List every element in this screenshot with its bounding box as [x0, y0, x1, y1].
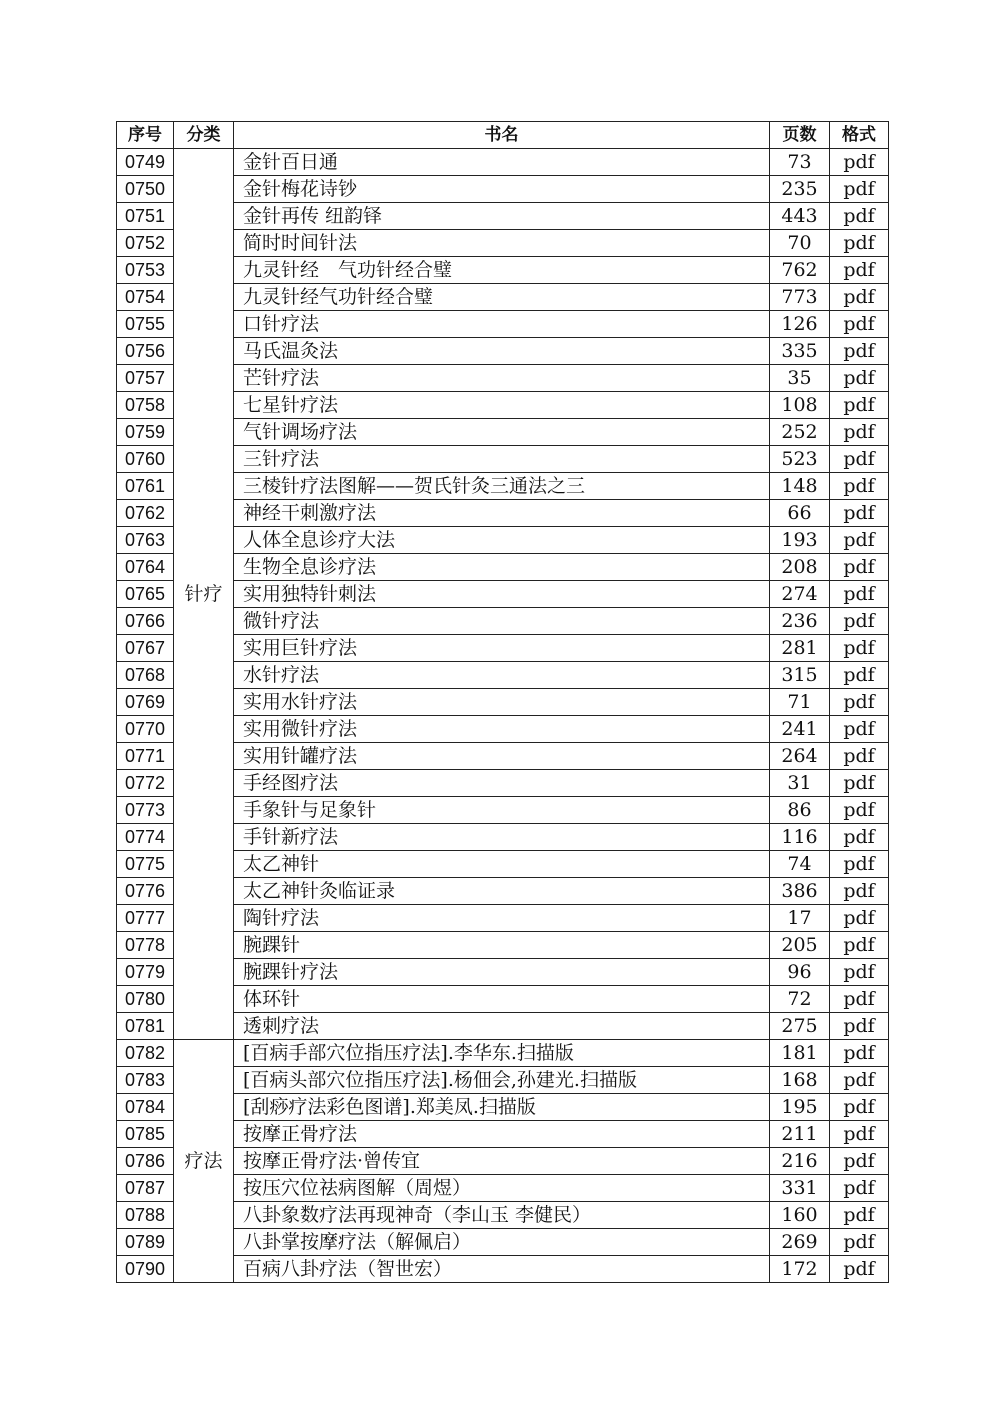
file-format: pdf — [830, 581, 889, 608]
page-count: 335 — [770, 338, 830, 365]
book-title: 三棱针疗法图解——贺氏针灸三通法之三 — [234, 473, 770, 500]
header-pages: 页数 — [770, 122, 830, 149]
book-title: 实用针罐疗法 — [234, 743, 770, 770]
file-format: pdf — [830, 500, 889, 527]
row-id: 0755 — [117, 311, 174, 338]
row-id: 0751 — [117, 203, 174, 230]
book-title: 生物全息诊疗法 — [234, 554, 770, 581]
page-count: 275 — [770, 1013, 830, 1040]
page-count: 35 — [770, 365, 830, 392]
row-id: 0777 — [117, 905, 174, 932]
page-count: 773 — [770, 284, 830, 311]
book-title: 七星针疗法 — [234, 392, 770, 419]
file-format: pdf — [830, 1229, 889, 1256]
row-id: 0764 — [117, 554, 174, 581]
table-row — [117, 149, 889, 176]
page-count: 71 — [770, 689, 830, 716]
row-id: 0789 — [117, 1229, 174, 1256]
file-format: pdf — [830, 797, 889, 824]
row-id: 0783 — [117, 1067, 174, 1094]
page-count: 108 — [770, 392, 830, 419]
page-count: 236 — [770, 608, 830, 635]
file-format: pdf — [830, 311, 889, 338]
page-count: 216 — [770, 1148, 830, 1175]
header-id: 序号 — [117, 122, 174, 149]
file-format: pdf — [830, 608, 889, 635]
page-count: 205 — [770, 932, 830, 959]
row-id: 0760 — [117, 446, 174, 473]
page-count: 17 — [770, 905, 830, 932]
row-id: 0785 — [117, 1121, 174, 1148]
file-format: pdf — [830, 230, 889, 257]
row-id: 0749 — [117, 149, 174, 176]
row-id: 0774 — [117, 824, 174, 851]
page-count: 160 — [770, 1202, 830, 1229]
file-format: pdf — [830, 878, 889, 905]
page-count: 86 — [770, 797, 830, 824]
page-count: 762 — [770, 257, 830, 284]
page-count: 168 — [770, 1067, 830, 1094]
page-count: 269 — [770, 1229, 830, 1256]
file-format: pdf — [830, 986, 889, 1013]
page-count: 443 — [770, 203, 830, 230]
page-count: 148 — [770, 473, 830, 500]
book-title: 芒针疗法 — [234, 365, 770, 392]
book-title: 手针新疗法 — [234, 824, 770, 851]
page-count: 274 — [770, 581, 830, 608]
book-title: 按摩正骨疗法·曾传宜 — [234, 1148, 770, 1175]
file-format: pdf — [830, 770, 889, 797]
row-id: 0769 — [117, 689, 174, 716]
page-count: 281 — [770, 635, 830, 662]
table-row — [117, 1040, 889, 1067]
book-catalog-table — [116, 121, 889, 1283]
file-format: pdf — [830, 1148, 889, 1175]
file-format: pdf — [830, 554, 889, 581]
page-count: 252 — [770, 419, 830, 446]
book-title: 口针疗法 — [234, 311, 770, 338]
row-id: 0758 — [117, 392, 174, 419]
page-count: 73 — [770, 149, 830, 176]
book-title: [百病头部穴位指压疗法].杨佃会,孙建光.扫描版 — [234, 1067, 770, 1094]
row-id: 0752 — [117, 230, 174, 257]
row-id: 0750 — [117, 176, 174, 203]
row-id: 0753 — [117, 257, 174, 284]
file-format: pdf — [830, 284, 889, 311]
file-format: pdf — [830, 1202, 889, 1229]
row-id: 0756 — [117, 338, 174, 365]
book-title: 简时时间针法 — [234, 230, 770, 257]
page-count: 70 — [770, 230, 830, 257]
row-id: 0776 — [117, 878, 174, 905]
file-format: pdf — [830, 203, 889, 230]
file-format: pdf — [830, 716, 889, 743]
file-format: pdf — [830, 176, 889, 203]
page-count: 116 — [770, 824, 830, 851]
table-header-row — [117, 122, 889, 149]
row-id: 0763 — [117, 527, 174, 554]
book-title: 体环针 — [234, 986, 770, 1013]
file-format: pdf — [830, 635, 889, 662]
file-format: pdf — [830, 392, 889, 419]
file-format: pdf — [830, 851, 889, 878]
row-id: 0766 — [117, 608, 174, 635]
row-id: 0772 — [117, 770, 174, 797]
header-category: 分类 — [174, 122, 234, 149]
row-id: 0754 — [117, 284, 174, 311]
page-count: 241 — [770, 716, 830, 743]
row-id: 0762 — [117, 500, 174, 527]
book-title: 实用独特针刺法 — [234, 581, 770, 608]
file-format: pdf — [830, 338, 889, 365]
book-title: 马氏温灸法 — [234, 338, 770, 365]
file-format: pdf — [830, 1067, 889, 1094]
book-title: 百病八卦疗法（智世宏） — [234, 1256, 770, 1283]
book-title: 三针疗法 — [234, 446, 770, 473]
row-id: 0782 — [117, 1040, 174, 1067]
row-id: 0759 — [117, 419, 174, 446]
file-format: pdf — [830, 1040, 889, 1067]
book-title: 按压穴位祛病图解（周煜） — [234, 1175, 770, 1202]
book-title: 水针疗法 — [234, 662, 770, 689]
page-count: 386 — [770, 878, 830, 905]
file-format: pdf — [830, 446, 889, 473]
page-count: 195 — [770, 1094, 830, 1121]
page-count: 331 — [770, 1175, 830, 1202]
row-id: 0768 — [117, 662, 174, 689]
file-format: pdf — [830, 1094, 889, 1121]
row-id: 0780 — [117, 986, 174, 1013]
page-count: 208 — [770, 554, 830, 581]
book-title: 九灵针经气功针经合璧 — [234, 284, 770, 311]
file-format: pdf — [830, 662, 889, 689]
page-count: 235 — [770, 176, 830, 203]
row-id: 0775 — [117, 851, 174, 878]
book-title: 实用巨针疗法 — [234, 635, 770, 662]
row-id: 0786 — [117, 1148, 174, 1175]
row-id: 0781 — [117, 1013, 174, 1040]
book-title: 太乙神针灸临证录 — [234, 878, 770, 905]
row-id: 0779 — [117, 959, 174, 986]
book-title: 金针再传 纽韵铎 — [234, 203, 770, 230]
page-count: 66 — [770, 500, 830, 527]
book-title: 实用水针疗法 — [234, 689, 770, 716]
page-count: 193 — [770, 527, 830, 554]
file-format: pdf — [830, 149, 889, 176]
file-format: pdf — [830, 905, 889, 932]
row-id: 0787 — [117, 1175, 174, 1202]
table-body — [117, 149, 889, 1283]
book-title: 九灵针经 气功针经合璧 — [234, 257, 770, 284]
book-title: 金针梅花诗钞 — [234, 176, 770, 203]
book-title: [刮痧疗法彩色图谱].郑美凤.扫描版 — [234, 1094, 770, 1121]
row-id: 0771 — [117, 743, 174, 770]
row-id: 0788 — [117, 1202, 174, 1229]
header-title: 书名 — [234, 122, 770, 149]
page-count: 126 — [770, 311, 830, 338]
book-title: 陶针疗法 — [234, 905, 770, 932]
row-id: 0765 — [117, 581, 174, 608]
file-format: pdf — [830, 932, 889, 959]
book-title: 金针百日通 — [234, 149, 770, 176]
category-cell: 疗法 — [174, 1040, 234, 1283]
row-id: 0773 — [117, 797, 174, 824]
category-cell: 针疗 — [174, 149, 234, 1040]
file-format: pdf — [830, 959, 889, 986]
page-count: 264 — [770, 743, 830, 770]
row-id: 0770 — [117, 716, 174, 743]
row-id: 0778 — [117, 932, 174, 959]
book-title: 实用微针疗法 — [234, 716, 770, 743]
book-title: [百病手部穴位指压疗法].李华东.扫描版 — [234, 1040, 770, 1067]
row-id: 0790 — [117, 1256, 174, 1283]
file-format: pdf — [830, 257, 889, 284]
file-format: pdf — [830, 1121, 889, 1148]
file-format: pdf — [830, 689, 889, 716]
header-format: 格式 — [830, 122, 889, 149]
page-count: 172 — [770, 1256, 830, 1283]
page-count: 315 — [770, 662, 830, 689]
book-title: 气针调场疗法 — [234, 419, 770, 446]
row-id: 0767 — [117, 635, 174, 662]
book-title: 腕踝针 — [234, 932, 770, 959]
page-count: 74 — [770, 851, 830, 878]
page-count: 523 — [770, 446, 830, 473]
book-title: 八卦掌按摩疗法（解佩启） — [234, 1229, 770, 1256]
book-title: 人体全息诊疗大法 — [234, 527, 770, 554]
book-title: 手经图疗法 — [234, 770, 770, 797]
book-title: 神经干刺激疗法 — [234, 500, 770, 527]
page-count: 31 — [770, 770, 830, 797]
file-format: pdf — [830, 527, 889, 554]
book-title: 手象针与足象针 — [234, 797, 770, 824]
page-count: 181 — [770, 1040, 830, 1067]
file-format: pdf — [830, 1175, 889, 1202]
book-title: 腕踝针疗法 — [234, 959, 770, 986]
file-format: pdf — [830, 1013, 889, 1040]
book-title: 按摩正骨疗法 — [234, 1121, 770, 1148]
book-title: 太乙神针 — [234, 851, 770, 878]
page-count: 96 — [770, 959, 830, 986]
book-title: 透刺疗法 — [234, 1013, 770, 1040]
file-format: pdf — [830, 365, 889, 392]
file-format: pdf — [830, 419, 889, 446]
row-id: 0757 — [117, 365, 174, 392]
row-id: 0784 — [117, 1094, 174, 1121]
file-format: pdf — [830, 824, 889, 851]
file-format: pdf — [830, 1256, 889, 1283]
row-id: 0761 — [117, 473, 174, 500]
file-format: pdf — [830, 473, 889, 500]
file-format: pdf — [830, 743, 889, 770]
page-count: 72 — [770, 986, 830, 1013]
book-title: 八卦象数疗法再现神奇（李山玉 李健民） — [234, 1202, 770, 1229]
book-title: 微针疗法 — [234, 608, 770, 635]
page-count: 211 — [770, 1121, 830, 1148]
